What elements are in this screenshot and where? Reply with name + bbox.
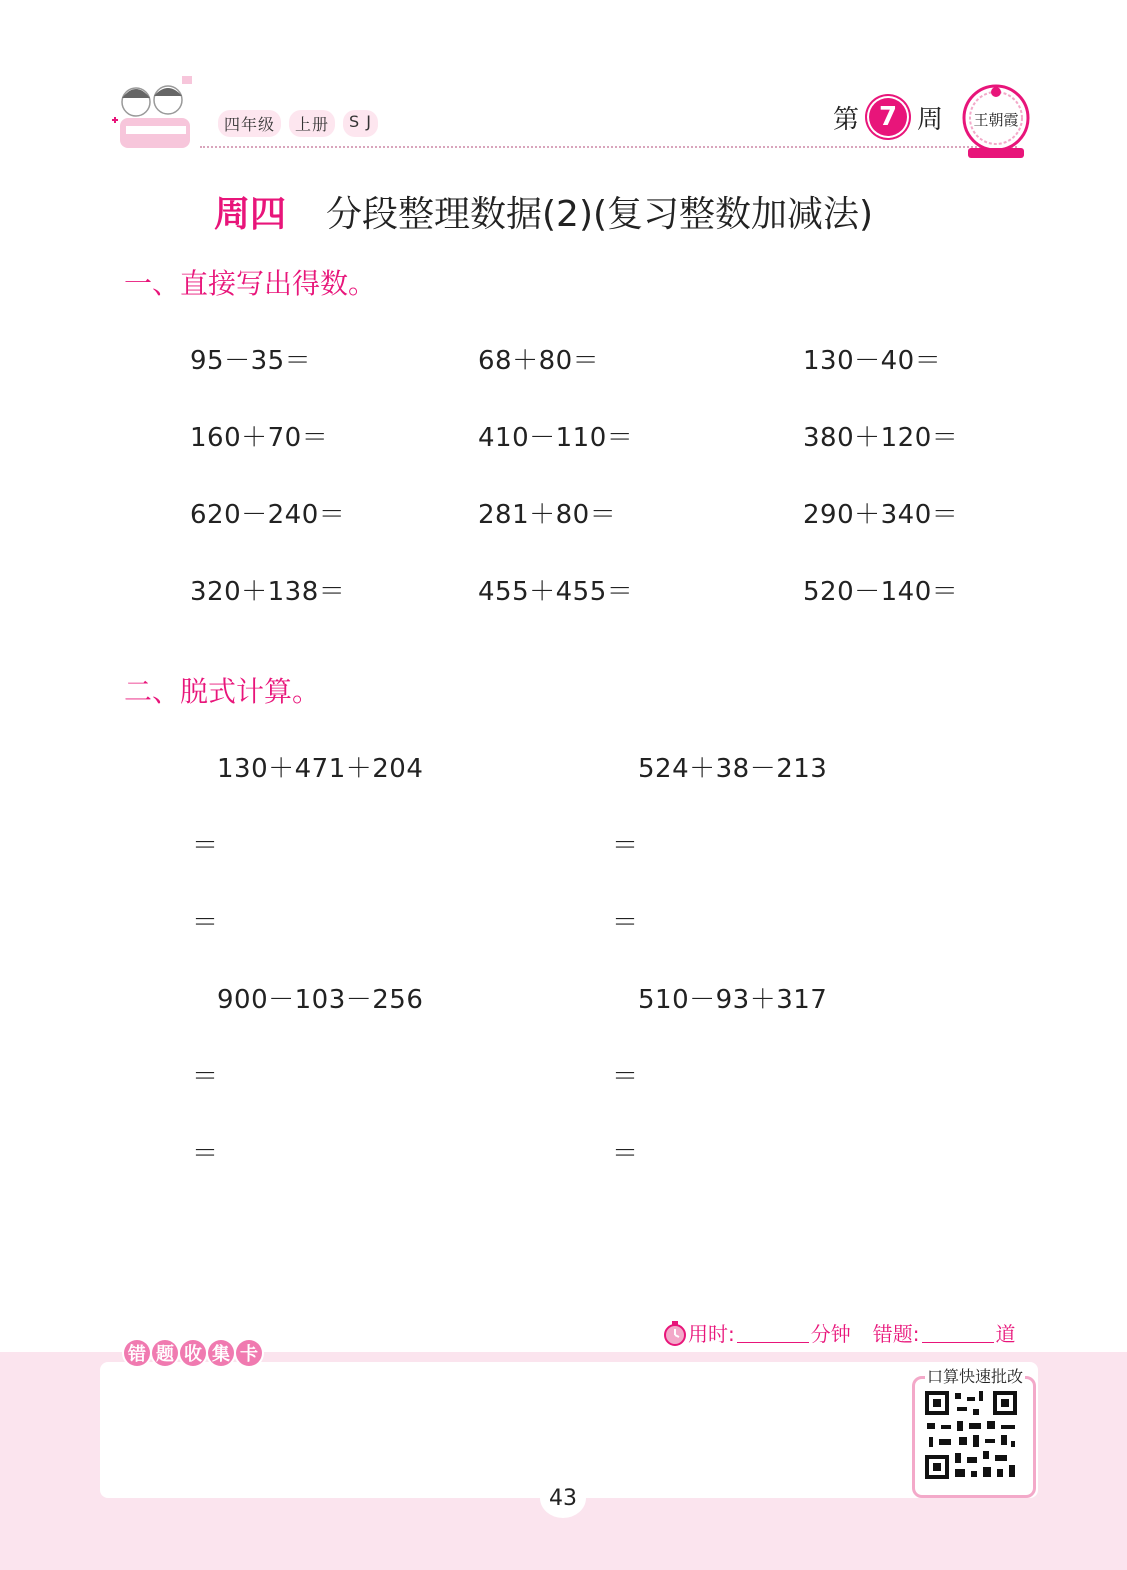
week-number: 7 xyxy=(869,98,907,136)
calc-problem: 130＋471＋204 xyxy=(217,754,424,784)
error-card-title xyxy=(124,1340,262,1366)
week-suffix: 周 xyxy=(917,104,944,135)
equals-sign: ＝ xyxy=(192,1062,219,1092)
page-title xyxy=(214,186,873,237)
equals-sign: ＝ xyxy=(612,1139,639,1169)
time-unit: 分钟 xyxy=(810,1322,851,1346)
equals-sign: ＝ xyxy=(612,908,639,938)
equals-sign: ＝ xyxy=(192,1139,219,1169)
header-divider xyxy=(200,146,1017,148)
oral-problem: 160＋70＝ xyxy=(190,423,329,453)
oral-problem: 290＋340＝ xyxy=(803,500,959,530)
oral-problem: 455＋455＝ xyxy=(478,577,634,607)
card-title-char: 错 xyxy=(124,1340,150,1366)
card-title-char: 卡 xyxy=(236,1340,262,1366)
grade-tag: 四年级 xyxy=(218,110,281,137)
volume-tag: 上册 xyxy=(289,110,335,137)
section-1-heading: 一、直接写出得数。 xyxy=(124,267,377,300)
time-input-line[interactable] xyxy=(737,1322,809,1343)
errors-unit: 道 xyxy=(995,1322,1016,1346)
stopwatch-icon xyxy=(662,1319,688,1347)
qr-code-icon xyxy=(915,1379,1027,1489)
card-title-char: 收 xyxy=(180,1340,206,1366)
calc-problem: 900－103－256 xyxy=(217,985,424,1015)
qr-label: 口算快速批改 xyxy=(925,1364,1025,1387)
equals-sign: ＝ xyxy=(612,1062,639,1092)
card-title-char: 集 xyxy=(208,1340,234,1366)
oral-problem: 95－35＝ xyxy=(190,346,312,376)
oral-problem: 281＋80＝ xyxy=(478,500,617,530)
card-title-char: 题 xyxy=(152,1340,178,1366)
page-number: 43 xyxy=(540,1478,586,1518)
oral-problem: 380＋120＝ xyxy=(803,423,959,453)
errors-label: 错题: xyxy=(872,1322,920,1346)
calc-problem: 510－93＋317 xyxy=(638,985,828,1015)
time-label: 用时: xyxy=(688,1322,735,1346)
equals-sign: ＝ xyxy=(192,908,219,938)
equals-sign: ＝ xyxy=(612,831,639,861)
title-topic: 分段整理数据(2)(复习整数加减法) xyxy=(326,194,874,235)
oral-problem: 410－110＝ xyxy=(478,423,634,453)
error-collection-card xyxy=(100,1362,1038,1498)
equals-sign: ＝ xyxy=(192,831,219,861)
oral-problem: 68＋80＝ xyxy=(478,346,600,376)
title-day: 周四 xyxy=(214,194,287,235)
week-prefix: 第 xyxy=(833,104,860,135)
grade-tags xyxy=(218,110,378,137)
time-record xyxy=(662,1318,1016,1347)
brand-seal-logo xyxy=(960,78,1032,162)
calc-problem: 524＋38－213 xyxy=(638,754,828,784)
seal-text: 王朝霞 xyxy=(973,111,1019,129)
oral-problem: 520－140＝ xyxy=(803,577,959,607)
oral-problem: 620－240＝ xyxy=(190,500,346,530)
qr-code[interactable] xyxy=(912,1376,1036,1498)
edition-tag: S J xyxy=(343,110,378,137)
oral-problem: 320＋138＝ xyxy=(190,577,346,607)
oral-problem: 130－40＝ xyxy=(803,346,942,376)
errors-input-line[interactable] xyxy=(922,1322,994,1343)
kids-illustration xyxy=(106,70,206,158)
section-2-heading: 二、脱式计算。 xyxy=(124,675,321,708)
week-indicator xyxy=(833,98,943,136)
